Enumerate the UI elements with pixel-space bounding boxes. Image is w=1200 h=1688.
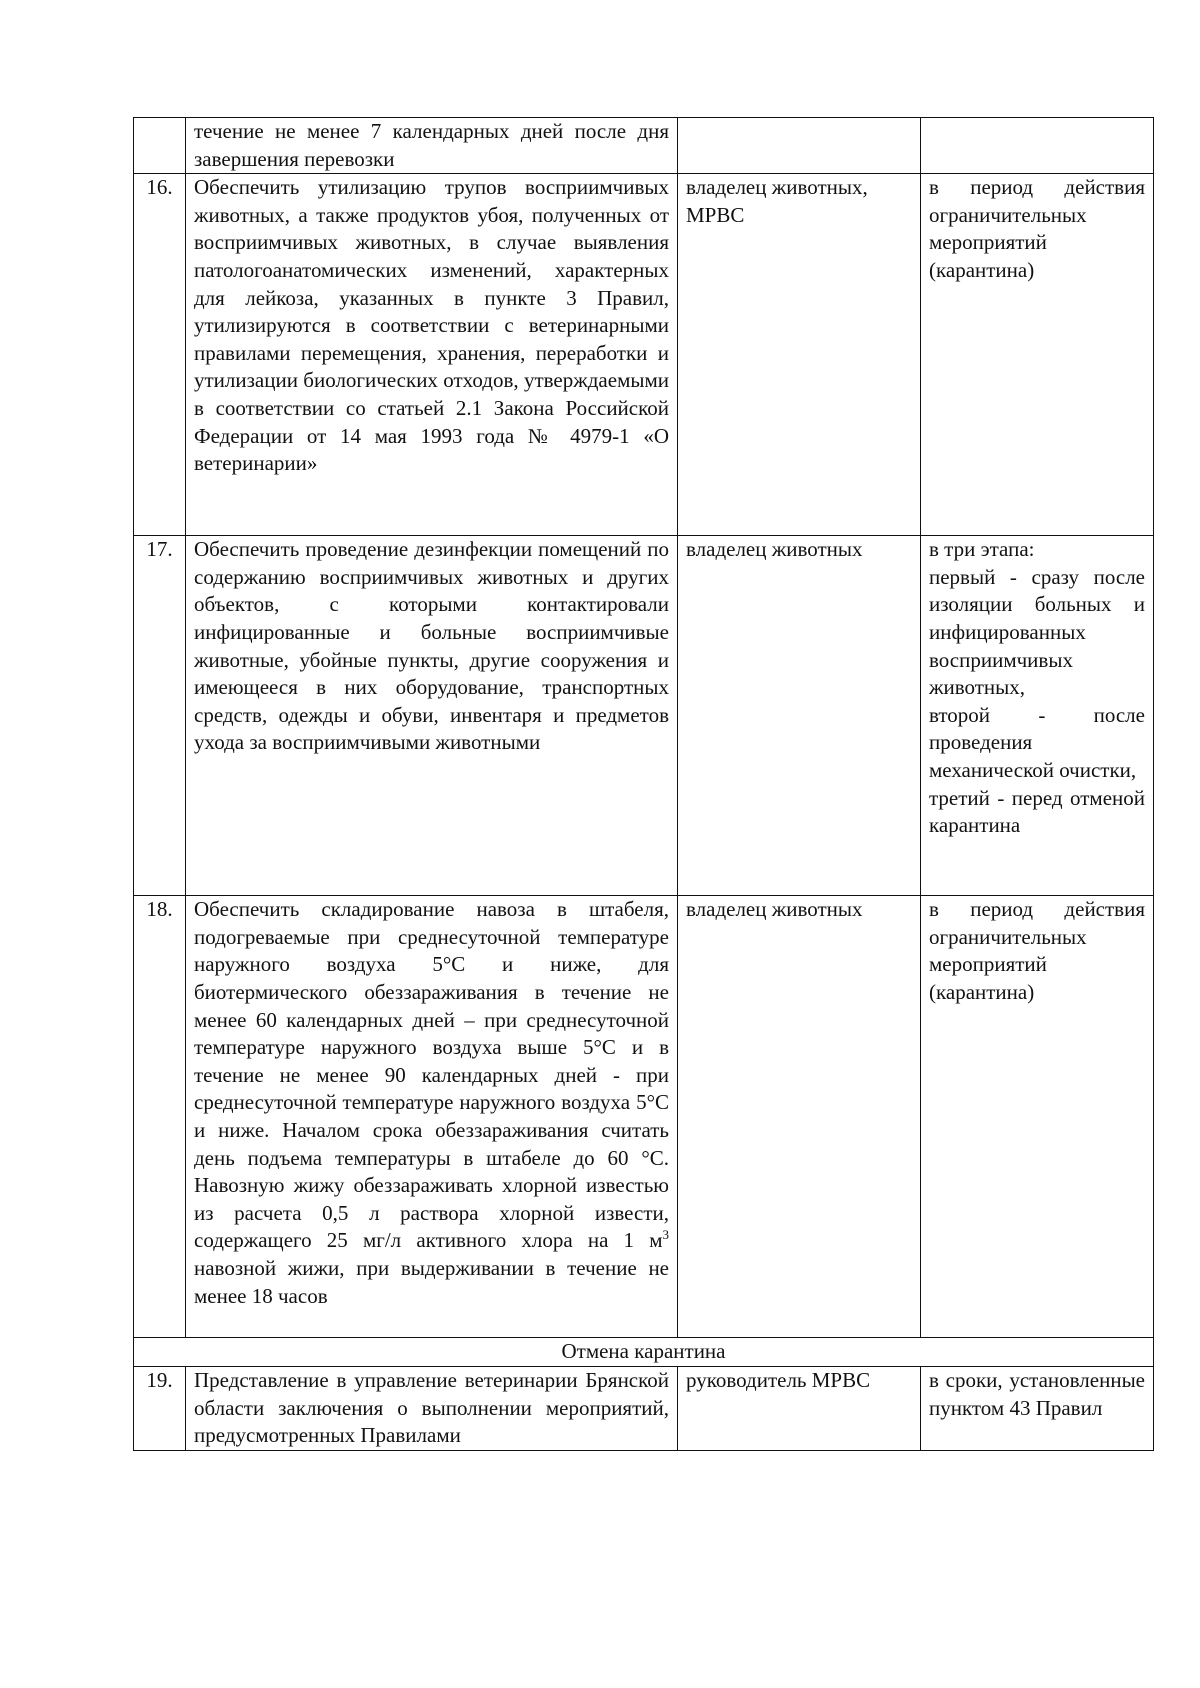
measures-table xyxy=(133,117,1154,1451)
action-cell: течение не менее 7 календарных дней после дня завершения перевозки xyxy=(186,118,678,174)
action-text: навозной жижи, при выдерживании в течение не менее 18 часов xyxy=(194,1255,669,1308)
term-cell: в период действия ограничительных мероприятий (карантина) xyxy=(921,896,1154,1338)
term-stage-line: в три этапа: xyxy=(929,537,1035,562)
term-cell: в сроки, установленные пунктом 43 Правил xyxy=(921,1367,1154,1451)
table-row xyxy=(134,174,1154,536)
term-stage-line: третий - перед отменой карантина xyxy=(929,785,1145,838)
row-number xyxy=(134,118,186,174)
action-cell xyxy=(186,896,678,1338)
table-row xyxy=(134,896,1154,1338)
row-number: 19. xyxy=(134,1367,186,1451)
responsible-cell xyxy=(678,118,921,174)
term-stage-line: первый - сразу после изоляции больных и инфицированных восприимчивых животных, xyxy=(929,564,1145,700)
responsible-cell: владелец животных xyxy=(678,536,921,896)
action-cell: Представление в управление ветеринарии Брянской области заключения о выполнении мероприятий, предусмотренных Правилами xyxy=(186,1367,678,1451)
term-cell xyxy=(921,118,1154,174)
table-row xyxy=(134,536,1154,896)
table-row xyxy=(134,118,1154,174)
term-cell xyxy=(921,536,1154,896)
table-row xyxy=(134,1367,1154,1451)
responsible-cell: руководитель МРВС xyxy=(678,1367,921,1451)
cubic-superscript: 3 xyxy=(662,1227,669,1243)
term-stage-line: второй - после проведения механической очистки, xyxy=(929,702,1145,782)
section-row xyxy=(134,1338,1154,1367)
row-number: 16. xyxy=(134,174,186,536)
responsible-cell: владелец животных xyxy=(678,896,921,1338)
section-title: Отмена карантина xyxy=(134,1338,1154,1367)
responsible-cell: владелец животных, МРВС xyxy=(678,174,921,536)
action-text: Обеспечить складирование навоза в штабеля, подогреваемые при среднесуточной температуре наружного воздуха 5°С и ниже, для биотермического обеззараживания в течение не менее 60 календарных дней – при среднесуточной температуре наружного воздуха выше 5°С и в течение не менее 90 календарных дней - при среднесуточной температуре наружного воздуха 5°С и ниже. Началом срока обеззараживания считать день подъема температуры в штабеле до 60 °С. Навозную жижу обеззараживать хлорной известью из расчета 0,5 л раствора хлорной извести, содержащего 25 мг/л активного хлора на 1 м xyxy=(194,897,669,1253)
action-cell: Обеспечить утилизацию трупов восприимчивых животных, а также продуктов убоя, полученных от восприимчивых животных, в случае выявления патологоанатомических изменений, характерных для лейкоза, указанных в пункте 3 Правил, утилизируются в соответствии с ветеринарными правилами перемещения, хранения, переработки и утилизации биологических отходов, утверждаемыми в соответствии со статьей 2.1 Закона Российской Федерации от 14 мая 1993 года № 4979-1 «О ветеринарии» xyxy=(186,174,678,536)
term-cell: в период действия ограничительных мероприятий (карантина) xyxy=(921,174,1154,536)
row-number: 18. xyxy=(134,896,186,1338)
action-cell: Обеспечить проведение дезинфекции помещений по содержанию восприимчивых животных и других объектов, с которыми контактировали инфицированные и больные восприимчивые животные, убойные пункты, другие сооружения и имеющееся в них оборудование, транспортных средств, одежды и обуви, инвентаря и предметов ухода за восприимчивыми животными xyxy=(186,536,678,896)
row-number: 17. xyxy=(134,536,186,896)
